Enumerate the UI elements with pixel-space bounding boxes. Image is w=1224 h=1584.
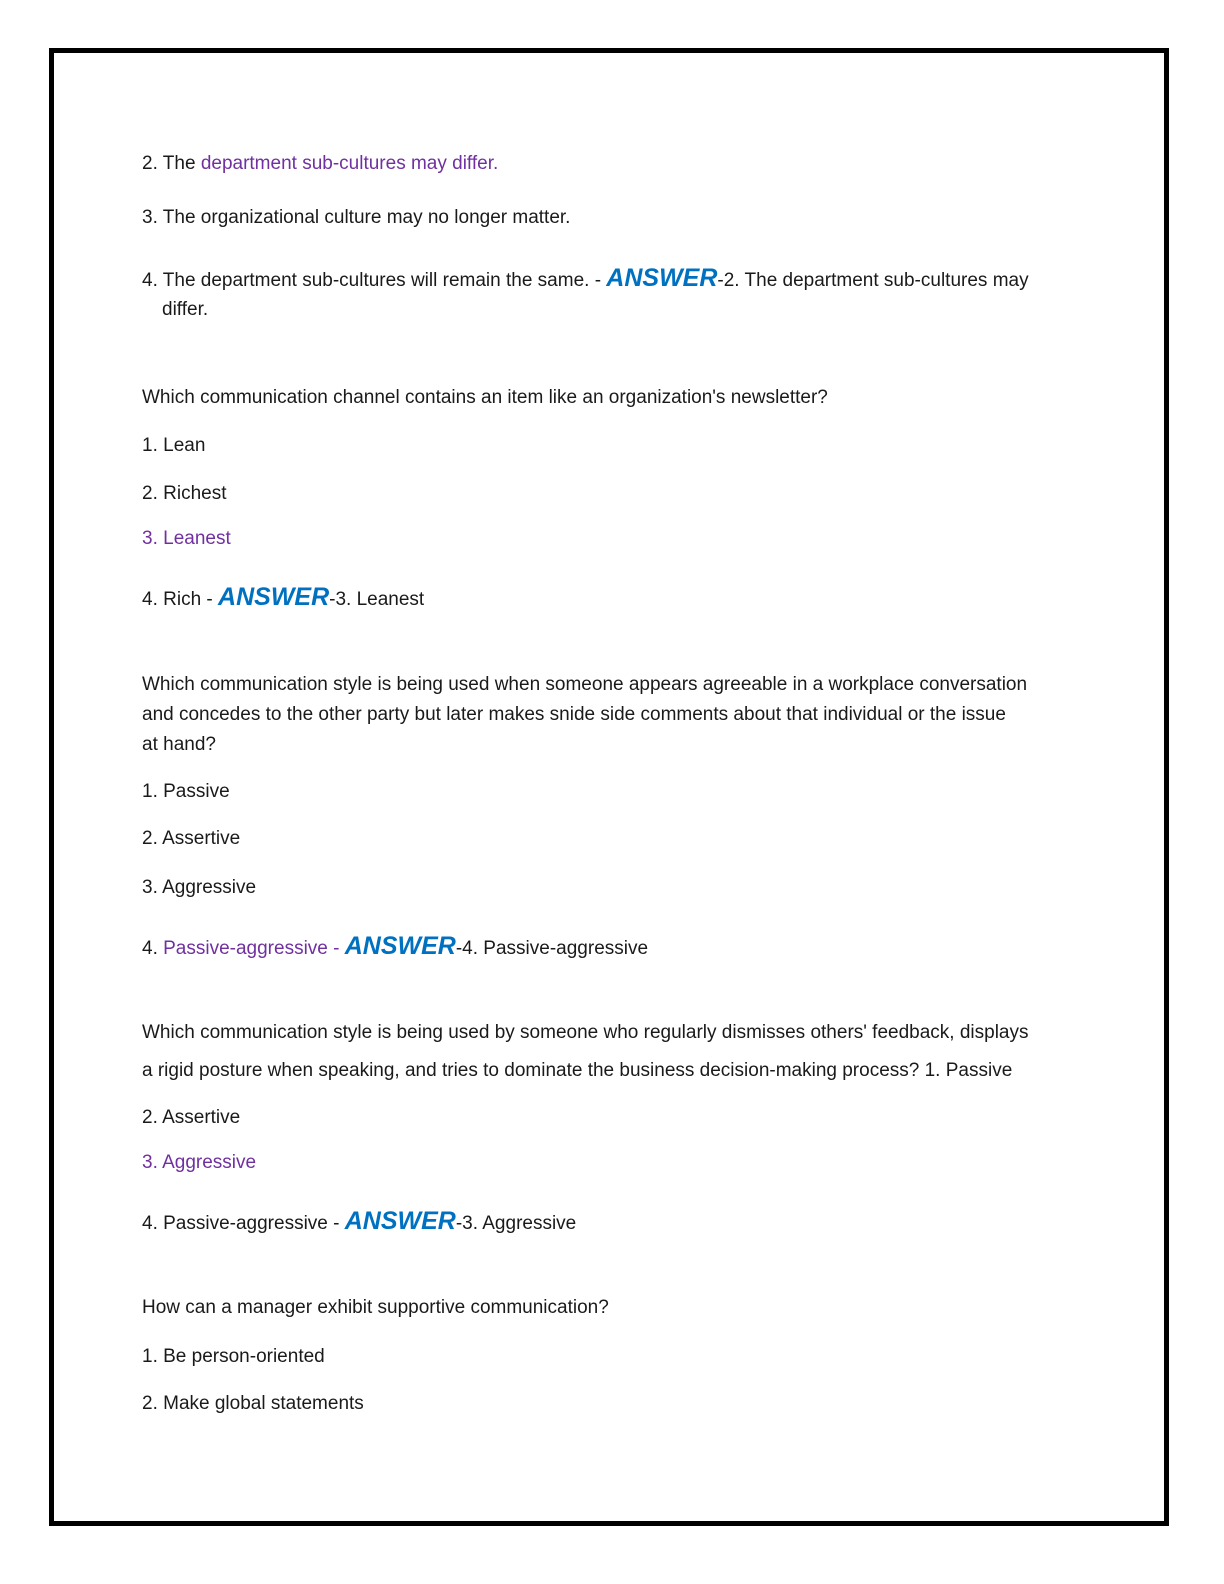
q3-question-line-2: and concedes to the other party but later makes snide side comments about that individual or the issue [142, 704, 1006, 725]
q3-question-line-3: at hand? [142, 734, 216, 755]
q3-option-1: 1. Passive [142, 781, 230, 802]
q4-option-4: 4. Passive-aggressive - ANSWER-3. Aggressive [142, 1207, 577, 1235]
q2-option-1: 1. Lean [142, 435, 206, 456]
q1-option-4: 4. The department sub-cultures will remain the same. - ANSWER-2. The department sub-cultures may [142, 264, 1029, 292]
q5-option-1: 1. Be person-oriented [142, 1346, 325, 1367]
q3-question-line-1: Which communication style is being used when someone appears agreeable in a workplace conversation [142, 674, 1028, 695]
q3-option-4: 4. Passive-aggressive - ANSWER-4. Passive-aggressive [142, 932, 649, 960]
q3-option-2: 2. Assertive [142, 828, 241, 849]
q5-option-2: 2. Make global statements [142, 1393, 364, 1414]
q5-question: How can a manager exhibit supportive communication? [142, 1297, 609, 1318]
q2-option-2: 2. Richest [142, 483, 227, 504]
answer-label: ANSWER [344, 932, 456, 960]
q2-option-4: 4. Rich - ANSWER-3. Leanest [142, 583, 425, 611]
answer-label: ANSWER [606, 264, 718, 292]
q1-option-4-continued: differ. [162, 299, 209, 320]
q2-option-3: 3. Leanest [142, 528, 231, 549]
q2-question: Which communication channel contains an item like an organization's newsletter? [142, 387, 828, 408]
q1-option-2-highlight: department sub-cultures may differ. [200, 153, 499, 174]
q4-option-3: 3. Aggressive [142, 1152, 257, 1173]
q1-option-3: 3. The organizational culture may no longer matter. [142, 207, 571, 228]
q4-question-line-1: Which communication style is being used by someone who regularly dismisses others' feedback, displays [142, 1022, 1029, 1043]
q4-question-line-2: a rigid posture when speaking, and tries to dominate the business decision-making process? 1. Passive [142, 1060, 1013, 1081]
answer-label: ANSWER [218, 583, 330, 611]
answer-label: ANSWER [344, 1207, 456, 1235]
q3-option-3: 3. Aggressive [142, 877, 257, 898]
q1-option-2: 2. The department sub-cultures may differ. [142, 153, 499, 174]
q4-option-2: 2. Assertive [142, 1107, 241, 1128]
